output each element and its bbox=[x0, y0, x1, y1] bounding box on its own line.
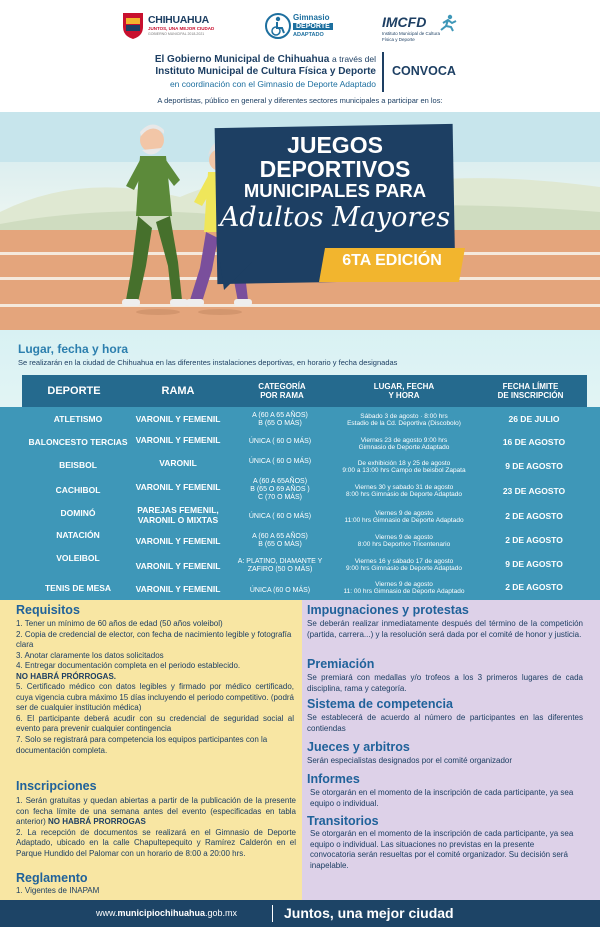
cell-lugar-1: Viernes 9 de agosto bbox=[375, 580, 433, 588]
cell-fecha: 26 DE JULIO bbox=[508, 414, 560, 425]
city-shield-icon bbox=[120, 10, 146, 40]
col-header-lugar-1: LUGAR, FECHA bbox=[373, 382, 435, 391]
inscripciones-list bbox=[16, 796, 296, 859]
cell-lugar-1: De exhibición 18 y 25 de agosto bbox=[357, 459, 451, 467]
cell-categoria-2: ZAFIRO (50 O MÁS) bbox=[247, 566, 313, 573]
cell-categoria-1: A (60 A 65 AÑOS) bbox=[252, 411, 308, 419]
cell-deporte: DOMINÓ bbox=[60, 508, 96, 519]
chihuahua-logo-tagline: JUNTOS, UNA MEJOR CIUDAD bbox=[148, 26, 215, 31]
cell-lugar bbox=[330, 457, 478, 477]
jueces-title: Jueces y arbitros bbox=[307, 740, 410, 754]
title-line-2: DEPORTIVOS bbox=[259, 156, 411, 182]
title-box-tail bbox=[214, 262, 254, 292]
chihuahua-logo-sub: GOBIERNO MUNICIPAL 2018-2021 bbox=[148, 32, 205, 36]
col-header-categoria-1: CATEGORÍA bbox=[258, 382, 306, 391]
imcfd-logo-name: IMCFD bbox=[382, 14, 427, 30]
inscripcion-item bbox=[16, 796, 296, 828]
col-header-lugar-2: Y HORA bbox=[388, 391, 420, 400]
requisito-item: 1. Tener un mínimo de 60 años de edad (50 años voleibol) bbox=[16, 619, 223, 628]
runner-icon bbox=[438, 14, 458, 32]
title-line-3: MUNICIPALES PARA bbox=[243, 180, 427, 201]
cell-lugar-2: 8:00 hrs Gimnasio de Deporte Adaptado bbox=[346, 491, 462, 498]
convoca-divider bbox=[382, 52, 384, 92]
requisito-item: 5. Certificado médico con datos legibles y firmado por médico certificado, cuya vigencia cubra máximo 15 días incluyendo el periodo competitivo. (podrá ser de cualquier institución médica) bbox=[16, 682, 294, 713]
footer-divider bbox=[272, 905, 273, 922]
cell-categoria bbox=[228, 531, 332, 551]
cell-categoria-3: C (70 O MÁS) bbox=[258, 494, 302, 502]
cell-deporte: BALONCESTO TERCIAS bbox=[28, 437, 128, 448]
requisitos-list bbox=[16, 619, 294, 756]
reglamento-title: Reglamento bbox=[16, 871, 88, 885]
hero-banner bbox=[0, 112, 600, 330]
sistema-text: Se establecerá de acuerdo al número de participantes en las diferentes contiendas bbox=[307, 713, 583, 733]
col-header-deporte: DEPORTE bbox=[47, 385, 101, 397]
cell-categoria-2: B (65 O MÁS) bbox=[258, 420, 302, 427]
inscripciones-title: Inscripciones bbox=[16, 779, 97, 793]
cell-categoria-1: A (60 A 65AÑOS) bbox=[252, 477, 308, 485]
cell-deporte: CACHIBOL bbox=[55, 485, 101, 496]
cell-fecha: 16 DE AGOSTO bbox=[502, 437, 566, 448]
cell-lugar bbox=[330, 507, 478, 527]
convoca-line-1 bbox=[110, 54, 376, 65]
col-header-lugar bbox=[334, 375, 474, 407]
cell-lugar-2: 11: 00 hrs Gimnasio de Deporte Adaptado bbox=[343, 588, 465, 595]
transitorios-text: Se otorgarán en el momento de la inscripción de cada participante, ya sea equipo o individual. Las situaciones no previstas en la presente convocatoria serán resueltas por el comité organizador. Su decisión será inapelable. bbox=[310, 829, 574, 870]
gimnasio-logo-line1: Gimnasio bbox=[293, 13, 330, 22]
cell-categoria: ÚNICA (60 O MÁS) bbox=[249, 586, 311, 594]
cell-deporte: TENIS DE MESA bbox=[44, 583, 112, 594]
edition-label: 6TA EDICIÓN bbox=[342, 252, 442, 269]
cell-fecha: 9 DE AGOSTO bbox=[505, 461, 563, 472]
convoca-word: CONVOCA bbox=[392, 64, 456, 78]
cell-lugar bbox=[330, 531, 478, 551]
cell-deporte: BEISBOL bbox=[59, 460, 97, 471]
table-header bbox=[22, 375, 587, 407]
cell-rama: VARONIL Y FEMENIL bbox=[135, 561, 221, 572]
cell-lugar-2: 11:00 hrs Gimnasio de Deporte Adaptado bbox=[344, 517, 464, 524]
chihuahua-logo-name: CHIHUAHUA bbox=[148, 14, 209, 26]
footer-url-prefix: www. bbox=[96, 908, 118, 918]
informes-title: Informes bbox=[307, 772, 360, 786]
cell-deporte: VOLEIBOL bbox=[56, 553, 100, 564]
reglamento-item: 1. Vigentes de INAPAM bbox=[16, 886, 100, 895]
table-body bbox=[0, 407, 600, 601]
cell-categoria: ÚNICA ( 60 O MÁS) bbox=[248, 437, 312, 445]
col-header-fecha bbox=[474, 375, 587, 407]
inscripcion-item: 2. La recepción de documentos se realizará en el Gimnasio de Deporte Adaptado, ubicado en la calle Chapultepequito y Ramírez Calderón en el Parque Hundido del Palomar con un horario de 8:00 a 20:00 hrs. bbox=[16, 827, 296, 858]
cell-rama bbox=[128, 504, 228, 528]
cell-lugar-1: Viernes 9 de agosto bbox=[375, 509, 433, 517]
cell-lugar-1: Viernes 9 de agosto bbox=[375, 533, 433, 541]
requisito-item: 6. El participante deberá acudir con su credencial de seguridad social al evento para prevenir cualquier contingencia bbox=[16, 713, 294, 734]
gobierno-name: El Gobierno Municipal de Chihuahua bbox=[154, 54, 330, 65]
jueces-text: Serán especialistas designados por el comité organizador bbox=[307, 756, 513, 765]
cell-rama-1: PAREJAS FEMENIL, bbox=[137, 505, 219, 516]
cell-lugar bbox=[330, 434, 478, 454]
inscripcion-item-1-text: 1. Serán gratuitas y quedan abiertas a partir de la publicación de la presente con fecha límite de una semana antes del evento (especificadas en tabla anterior) bbox=[16, 796, 296, 827]
info-heading: Lugar, fecha y hora bbox=[18, 342, 129, 356]
cell-categoria: ÚNICA ( 60 O MÁS) bbox=[248, 457, 312, 465]
col-header-fecha-2: DE INSCRIPCIÓN bbox=[497, 391, 564, 400]
cell-rama: VARONIL Y FEMENIL bbox=[135, 414, 221, 425]
imcfd-logo bbox=[382, 14, 482, 42]
cell-fecha: 2 DE AGOSTO bbox=[505, 511, 563, 522]
cell-lugar bbox=[330, 578, 478, 598]
cell-lugar-2: 9:00 a 13:00 hrs Campo de beisbol Zapata bbox=[342, 467, 466, 474]
cell-rama: VARONIL Y FEMENIL bbox=[135, 482, 221, 493]
cell-lugar bbox=[330, 410, 478, 430]
requisito-item-bold: NO HABRÁ PRÓRROGAS. bbox=[16, 671, 117, 681]
footer bbox=[0, 900, 600, 927]
col-header-categoria bbox=[230, 375, 334, 407]
footer-url-bold: municipiochihuahua bbox=[117, 908, 206, 918]
cell-categoria-1: A: PLATINO, DIAMANTE Y bbox=[237, 557, 323, 565]
cell-lugar-1: Viernes 16 y sábado 17 de agosto bbox=[354, 557, 454, 565]
informes-text: Se otorgarán en el momento de la inscripción de cada participante, ya sea equipo o individual. bbox=[310, 788, 574, 808]
requisito-item: 2. Copia de credencial de elector, con fecha de nacimiento legible y fotografía clara bbox=[16, 629, 292, 650]
cell-lugar bbox=[330, 481, 478, 501]
cell-rama: VARONIL Y FEMENIL bbox=[135, 435, 221, 446]
track-line bbox=[0, 304, 600, 307]
col-header-rama: RAMA bbox=[161, 385, 195, 397]
cell-rama: VARONIL Y FEMENIL bbox=[135, 536, 221, 547]
cell-rama-2: VARONIL O MIXTAS bbox=[137, 515, 219, 525]
sistema-title: Sistema de competencia bbox=[307, 697, 453, 711]
title-line-4: Adultos Mayores bbox=[219, 202, 451, 233]
cell-categoria-2: B (65 O 69 AÑOS ) bbox=[250, 485, 310, 493]
header bbox=[0, 0, 600, 112]
footer-url[interactable] bbox=[96, 908, 237, 918]
cell-lugar-1: Viernes 23 de agosto 9:00 hrs bbox=[360, 436, 448, 444]
cell-deporte: NATACIÓN bbox=[56, 530, 100, 541]
footer-url-suffix: .gob.mx bbox=[205, 908, 238, 918]
requisito-item: 4. Entregar documentación completa en el periodo establecido. bbox=[16, 661, 241, 671]
imcfd-logo-sub1: Instituto Municipal de Cultura bbox=[382, 31, 441, 36]
impugnaciones-title: Impugnaciones y protestas bbox=[307, 603, 469, 617]
info-subheading: Se realizarán en la ciudad de Chihuahua en las diferentes instalaciones deportivas, en horario y fecha designadas bbox=[18, 358, 398, 367]
cell-lugar-2: Estadio de la Cd. Deportiva (Discobolo) bbox=[347, 420, 461, 427]
cell-fecha: 23 DE AGOSTO bbox=[502, 486, 566, 497]
convoca-line-3 bbox=[110, 79, 376, 89]
cell-fecha: 9 DE AGOSTO bbox=[505, 559, 563, 570]
premiacion-title: Premiación bbox=[307, 657, 375, 671]
cell-categoria-1: A (60 A 65 AÑOS) bbox=[252, 532, 308, 540]
invitation-text: A deportistas, público en general y diferentes sectores municipales a participar en los: bbox=[157, 96, 443, 105]
cell-lugar bbox=[330, 555, 478, 575]
cell-categoria: ÚNICA ( 60 O MÁS) bbox=[248, 512, 312, 520]
cell-lugar-2: Gimnasio de Deporte Adaptado bbox=[358, 444, 450, 451]
cell-categoria bbox=[228, 410, 332, 430]
col-header-fecha-1: FECHA LÍMITE bbox=[502, 382, 559, 391]
impugnaciones-text: Se deberán realizar inmediatamente después del término de la competición (partida, carrera...) y la resolución será dada por el comité de honor y justicia. bbox=[307, 619, 583, 639]
cell-rama: VARONIL bbox=[159, 458, 197, 469]
convoca-line-1-rest: a través del bbox=[332, 54, 376, 64]
requisitos-title: Requisitos bbox=[16, 603, 80, 617]
cell-deporte: ATLETISMO bbox=[53, 414, 103, 425]
gimnasio-logo bbox=[265, 12, 345, 40]
wheelchair-icon bbox=[265, 12, 291, 40]
requisito-item: 7. Solo se registrará para competencia los equipos participantes con la documentación completa. bbox=[16, 735, 268, 755]
inscripcion-item-1-bold: NO HABRÁ PRORROGAS bbox=[48, 817, 146, 827]
footer-slogan: Juntos, una mejor ciudad bbox=[284, 905, 454, 921]
cell-fecha: 2 DE AGOSTO bbox=[505, 535, 563, 546]
gimnasio-logo-line2: DEPORTE bbox=[293, 23, 333, 30]
cell-categoria bbox=[228, 556, 332, 576]
cell-categoria-2: B (65 O MÁS) bbox=[258, 541, 302, 548]
cell-fecha: 2 DE AGOSTO bbox=[505, 582, 563, 593]
cell-categoria bbox=[228, 475, 332, 505]
cell-lugar-1: Sábado 3 de agosto · 8:00 hrs bbox=[360, 412, 448, 420]
gimnasio-logo-line3: ADAPTADO bbox=[293, 32, 324, 38]
gimnasio-name: Gimnasio de Deporte Adaptado bbox=[257, 79, 376, 89]
title-line-1: JUEGOS bbox=[287, 132, 383, 158]
cell-lugar-2: 9:00 hrs Gimnasio de Deporte Adaptado bbox=[346, 565, 462, 572]
instituto-name: Instituto Municipal de Cultura Física y Deporte bbox=[155, 66, 376, 77]
requisito-item: 3. Anotar claramente los datos solicitados bbox=[16, 650, 164, 660]
premiacion-text: Se premiará con medallas y/o trofeos a los 3 primeros lugares de cada disciplina, rama y categoría. bbox=[307, 673, 583, 693]
imcfd-logo-sub2: Física y Deporte bbox=[382, 37, 415, 42]
convoca-line-3-rest: en coordinación con el bbox=[169, 79, 256, 89]
cell-lugar-1: Viernes 30 y sabado 31 de agosto bbox=[354, 483, 454, 491]
cell-rama: VARONIL Y FEMENIL bbox=[135, 584, 221, 595]
col-header-categoria-2: POR RAMA bbox=[260, 391, 304, 400]
cell-lugar-2: 8:00 hrs Deportivo Tricentenario bbox=[357, 541, 451, 548]
transitorios-title: Transitorios bbox=[307, 814, 379, 828]
